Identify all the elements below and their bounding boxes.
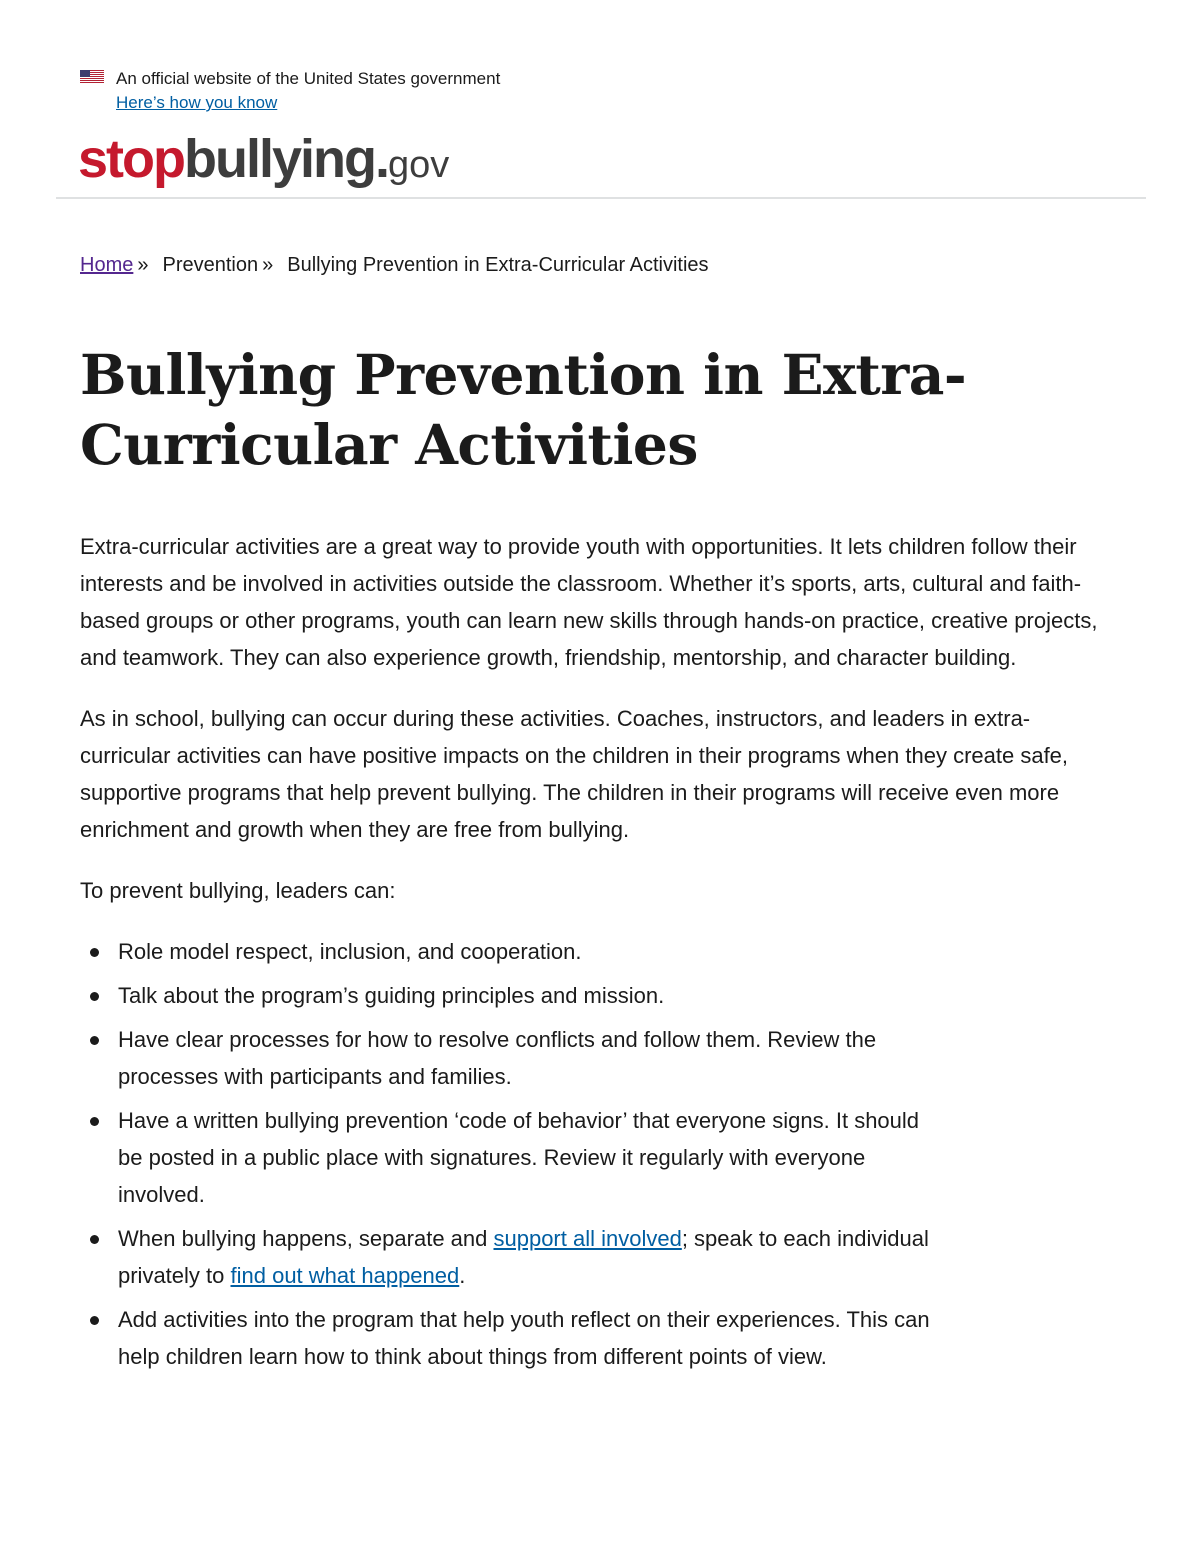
bullet-icon xyxy=(90,948,99,957)
list-item xyxy=(80,1220,940,1294)
list-item-text: When bullying happens, separate and xyxy=(118,1226,494,1251)
logo-stop: stop xyxy=(78,129,184,189)
logo-bullying: bullying xyxy=(184,129,375,189)
us-flag-icon xyxy=(80,70,104,83)
breadcrumb-prevention: Prevention xyxy=(162,254,259,276)
gov-banner-text: An official website of the United States government xyxy=(116,69,501,88)
breadcrumb-separator: » xyxy=(137,254,149,276)
bullying-paragraph: As in school, bullying can occur during these activities. Coaches, instructors, and leaders in extra-curricular activities can have positive impacts on the children in their programs when they create safe, supportive programs that help prevent bullying. The children in their programs will receive even more enrichment and growth when they are free from bullying. xyxy=(80,706,1069,842)
header-divider xyxy=(56,197,1146,199)
list-item-text: Talk about the program’s guiding principles and mission. xyxy=(118,983,665,1008)
list-item-text: Role model respect, inclusion, and cooperation. xyxy=(118,939,582,964)
list-item-text: . xyxy=(459,1263,466,1288)
article-body xyxy=(80,528,1120,1382)
support-all-involved-link[interactable]: support all involved xyxy=(493,1226,682,1251)
site-logo[interactable] xyxy=(78,128,449,198)
prevention-list xyxy=(80,933,940,1375)
page-title: Bullying Prevention in Extra-Curricular Activities xyxy=(80,342,967,477)
list-item xyxy=(80,1102,940,1213)
heres-how-you-know-link[interactable]: Here’s how you know xyxy=(116,93,278,112)
list-item xyxy=(80,1021,940,1095)
bullet-icon xyxy=(90,992,99,1001)
list-item xyxy=(80,977,940,1014)
list-item-text: Have clear processes for how to resolve conflicts and follow them. Review the processes with participants and families. xyxy=(118,1027,877,1089)
list-item-text: Add activities into the program that help youth reflect on their experiences. This can help children learn how to think about things from different points of view. xyxy=(118,1307,930,1369)
breadcrumb xyxy=(80,252,709,278)
list-item xyxy=(80,933,940,970)
list-item-text: Have a written bullying prevention ‘code of behavior’ that everyone signs. It should be posted in a public place with signatures. Review it regularly with everyone involved. xyxy=(118,1108,920,1207)
bullet-icon xyxy=(90,1235,99,1244)
logo-dot: . xyxy=(374,129,388,189)
breadcrumb-current: Bullying Prevention in Extra-Curricular Activities xyxy=(287,254,709,276)
logo-gov: gov xyxy=(388,144,450,186)
bullet-icon xyxy=(90,1316,99,1325)
breadcrumb-home-link[interactable]: Home xyxy=(80,254,134,276)
bullet-icon xyxy=(90,1036,99,1045)
find-out-what-happened-link[interactable]: find out what happened xyxy=(230,1263,460,1288)
list-intro: To prevent bullying, leaders can: xyxy=(80,878,396,903)
list-item xyxy=(80,1301,940,1375)
bullet-icon xyxy=(90,1117,99,1126)
breadcrumb-separator: » xyxy=(262,254,274,276)
list-item-text: ; speak to each individual privately to xyxy=(118,1226,929,1288)
intro-paragraph: Extra-curricular activities are a great way to provide youth with opportunities. It lets children follow their interests and be involved in activities outside the classroom. Whether it’s sports, arts, cultural and faith-based groups or other programs, youth can learn new skills through hands-on practice, creative projects, and teamwork. They can also experience growth, friendship, mentorship, and character building. xyxy=(80,534,1098,670)
